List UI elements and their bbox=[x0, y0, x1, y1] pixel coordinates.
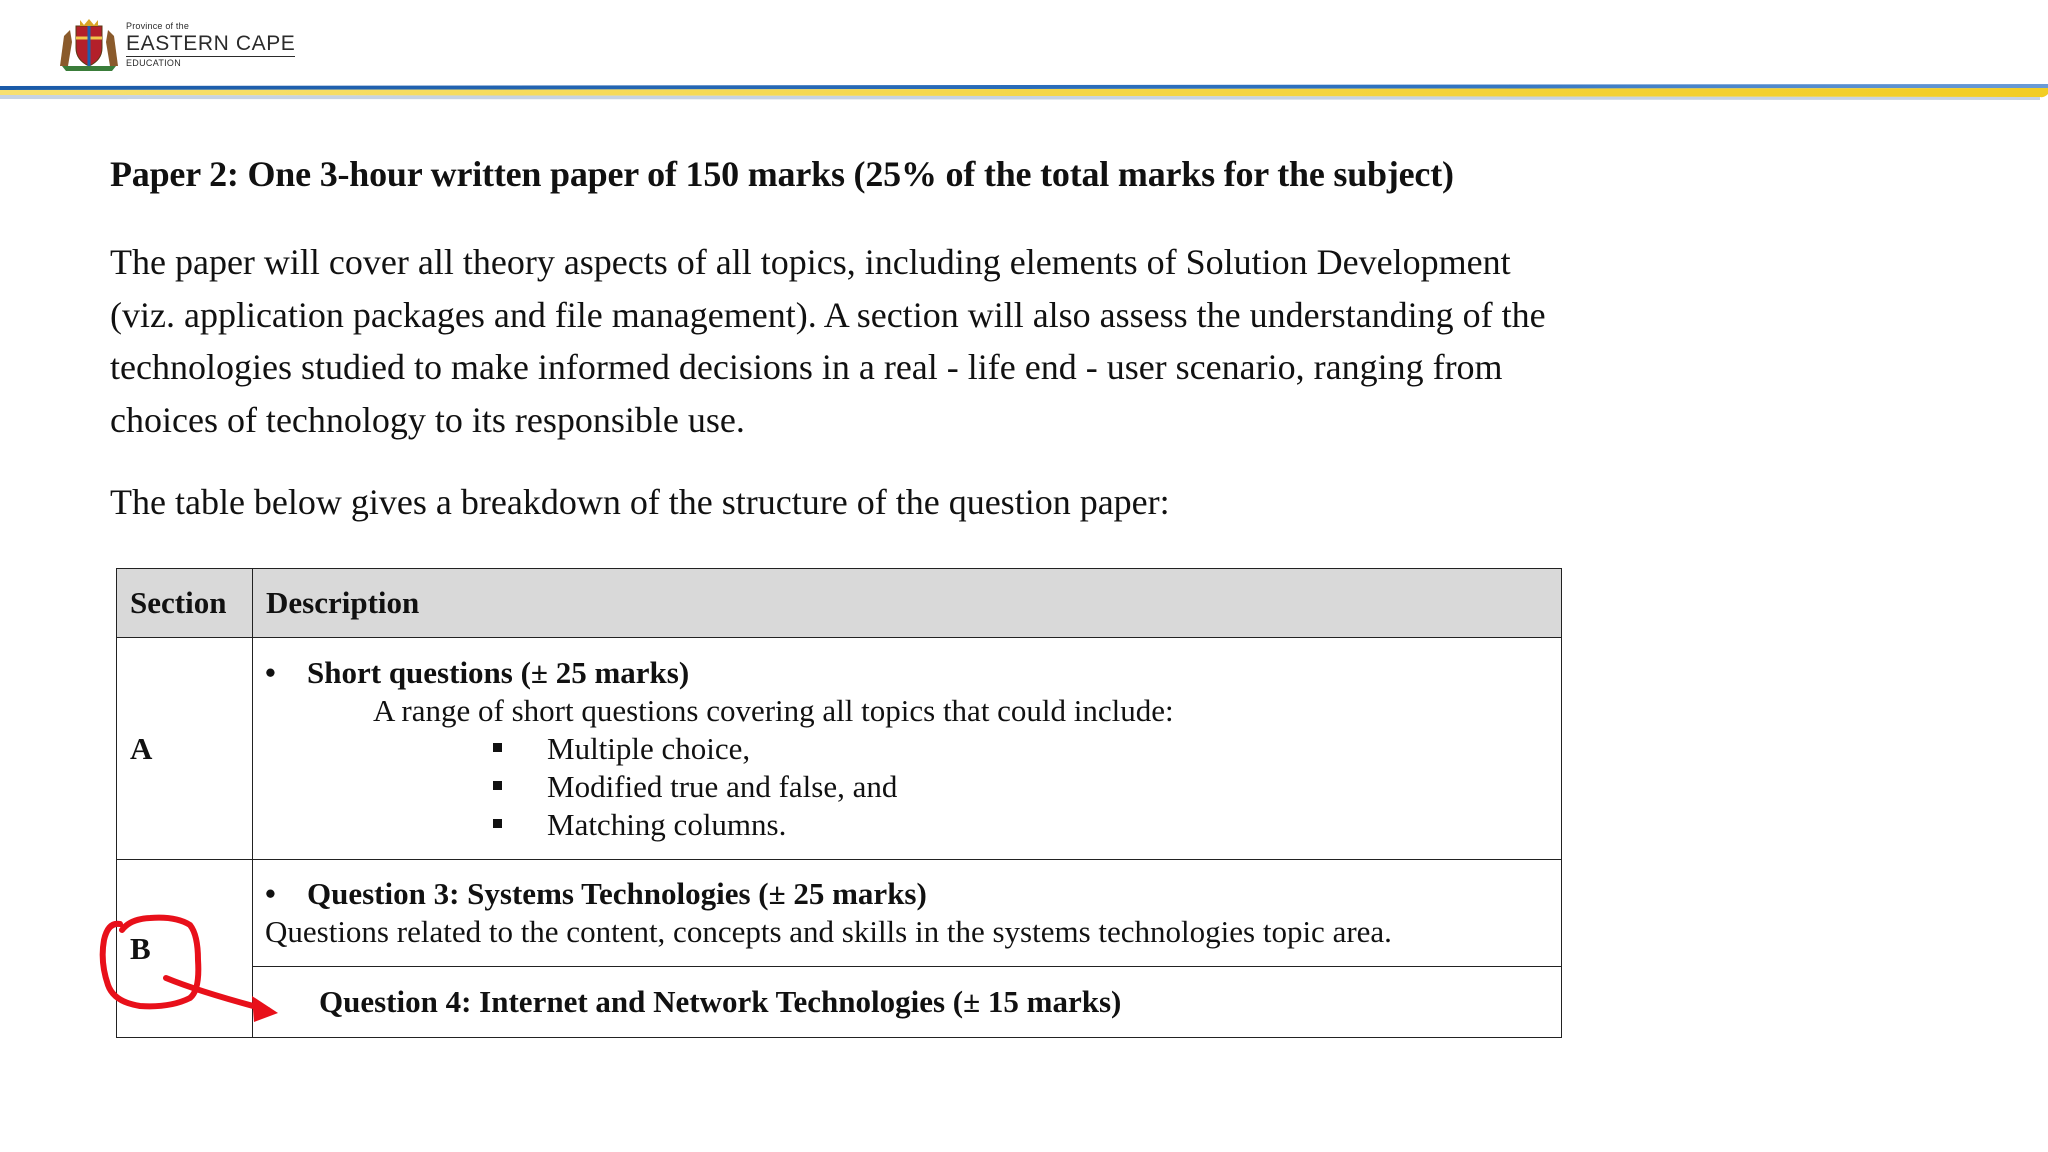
list-item bbox=[253, 730, 1561, 768]
question-4-title: Question 4: Internet and Network Technologies (± 15 marks) bbox=[319, 984, 1122, 1019]
section-b-label: B bbox=[117, 860, 253, 1038]
bullet-icon: • bbox=[265, 654, 276, 690]
section-a-description bbox=[253, 638, 1562, 860]
bullet-icon: • bbox=[265, 876, 276, 911]
square-bullet-icon bbox=[493, 730, 547, 768]
page-header bbox=[0, 0, 2048, 112]
list-item bbox=[253, 875, 1561, 913]
table-intro: The table below gives a breakdown of the structure of the question paper: bbox=[110, 482, 1170, 522]
square-bullet-icon bbox=[493, 806, 547, 844]
column-header-section: Section bbox=[117, 569, 253, 638]
list-item bbox=[253, 654, 1561, 692]
sub-item-text: Multiple choice, bbox=[547, 730, 751, 766]
paragraph-line: choices of technology to its responsible use. bbox=[110, 399, 745, 440]
paper-description bbox=[110, 236, 1570, 446]
table-header-row bbox=[117, 569, 1562, 638]
paragraph-line: (viz. application packages and file management). A section will also assess the understanding of the bbox=[110, 294, 1546, 335]
table-row-section-a bbox=[117, 638, 1562, 860]
logo-subtitle: EDUCATION bbox=[126, 58, 182, 68]
header-stripe bbox=[0, 80, 2048, 106]
table-row-question-4 bbox=[117, 967, 1562, 1038]
logo-province-text: Province of the bbox=[126, 21, 190, 31]
sub-item-text: Modified true and false, and bbox=[547, 768, 898, 804]
section-a-label: A bbox=[117, 638, 253, 860]
square-bullet-icon bbox=[493, 768, 547, 806]
brand-logo bbox=[126, 22, 295, 68]
short-questions-intro: A range of short questions covering all topics that could include: bbox=[373, 692, 1174, 728]
paragraph-line: technologies studied to make informed decisions in a real - life end - user scenario, ranging from bbox=[110, 347, 1503, 387]
table-row-section-b bbox=[117, 860, 1562, 967]
paper-heading: Paper 2: One 3-hour written paper of 150 marks (25% of the total marks for the subject) bbox=[110, 154, 1454, 194]
sub-item-text: Matching columns. bbox=[547, 806, 787, 842]
column-header-description: Description bbox=[253, 569, 1562, 638]
list-item bbox=[253, 806, 1561, 844]
paragraph-line: The paper will cover all theory aspects of all topics, including elements of Solution Development bbox=[110, 242, 1511, 282]
list-item bbox=[253, 768, 1561, 806]
question-3-description: Questions related to the content, concepts and skills in the systems technologies topic area. bbox=[265, 914, 1392, 949]
question-paper-table bbox=[116, 568, 1562, 1038]
question-3-cell bbox=[253, 860, 1562, 967]
logo-title: EASTERN CAPE bbox=[126, 32, 296, 55]
question-3-title: Question 3: Systems Technologies (± 25 marks) bbox=[307, 876, 927, 911]
short-questions-title: Short questions (± 25 marks) bbox=[307, 654, 690, 690]
coat-of-arms-icon bbox=[54, 16, 124, 72]
question-4-cell bbox=[253, 967, 1562, 1038]
